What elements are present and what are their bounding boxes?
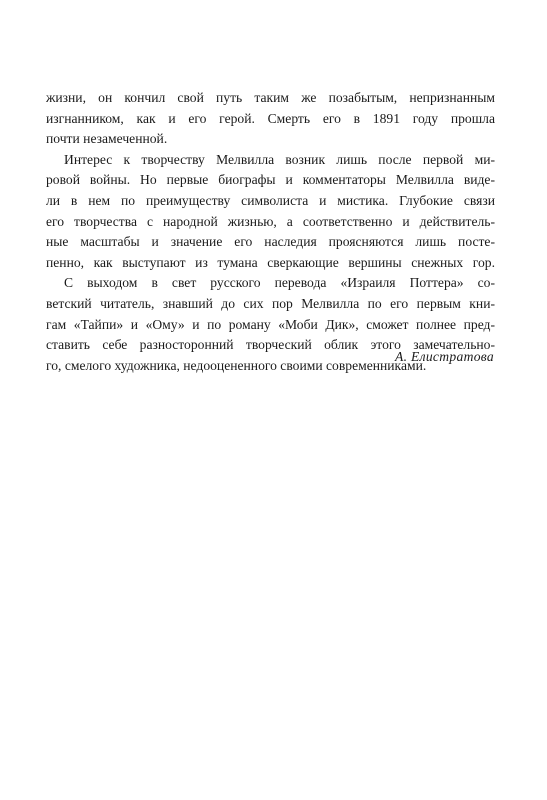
body-text (46, 88, 495, 376)
text-line: ставить себе разносторонний творческий облик этого замечательно- (46, 337, 495, 353)
text-line: жизни, он кончил свой путь таким же позабытым, непризнанным (46, 90, 495, 105)
text-line: ли в нем по преимуществу символиста и мистика. Глубокие связи (46, 192, 495, 208)
text-line: Интерес к творчеству Мелвилла возник лишь после первой ми- (64, 151, 495, 167)
text-line: С выходом в свет русского перевода «Израиля Поттера» со- (64, 275, 495, 291)
text-line: почти незамеченной. (46, 131, 168, 147)
text-line: ветский читатель, знавший до сих пор Мелвилла по его первым кни- (46, 295, 495, 311)
author-signature: А. Елистратова (395, 349, 494, 364)
paragraph-1 (46, 88, 495, 150)
text-line: изгнанником, как и его герой. Смерть его в 1891 году прошла (46, 110, 495, 126)
text-line: ные масштабы и значение его наследия проясняются лишь посте- (46, 234, 495, 250)
text-line: гам «Тайпи» и «Ому» и по роману «Моби Дик», сможет полнее пред- (46, 316, 495, 332)
paragraph-2 (46, 150, 495, 274)
text-line: пенно, как выступают из тумана сверкающие вершины снежных гор. (46, 254, 495, 270)
text-line: его творчества с народной жизнью, а соответственно и действитель- (46, 213, 495, 229)
text-line: го, смелого художника, недооцененного своими современниками. (46, 357, 427, 373)
text-line: ровой войны. Но первые биографы и комментаторы Мелвилла виде- (46, 172, 495, 188)
